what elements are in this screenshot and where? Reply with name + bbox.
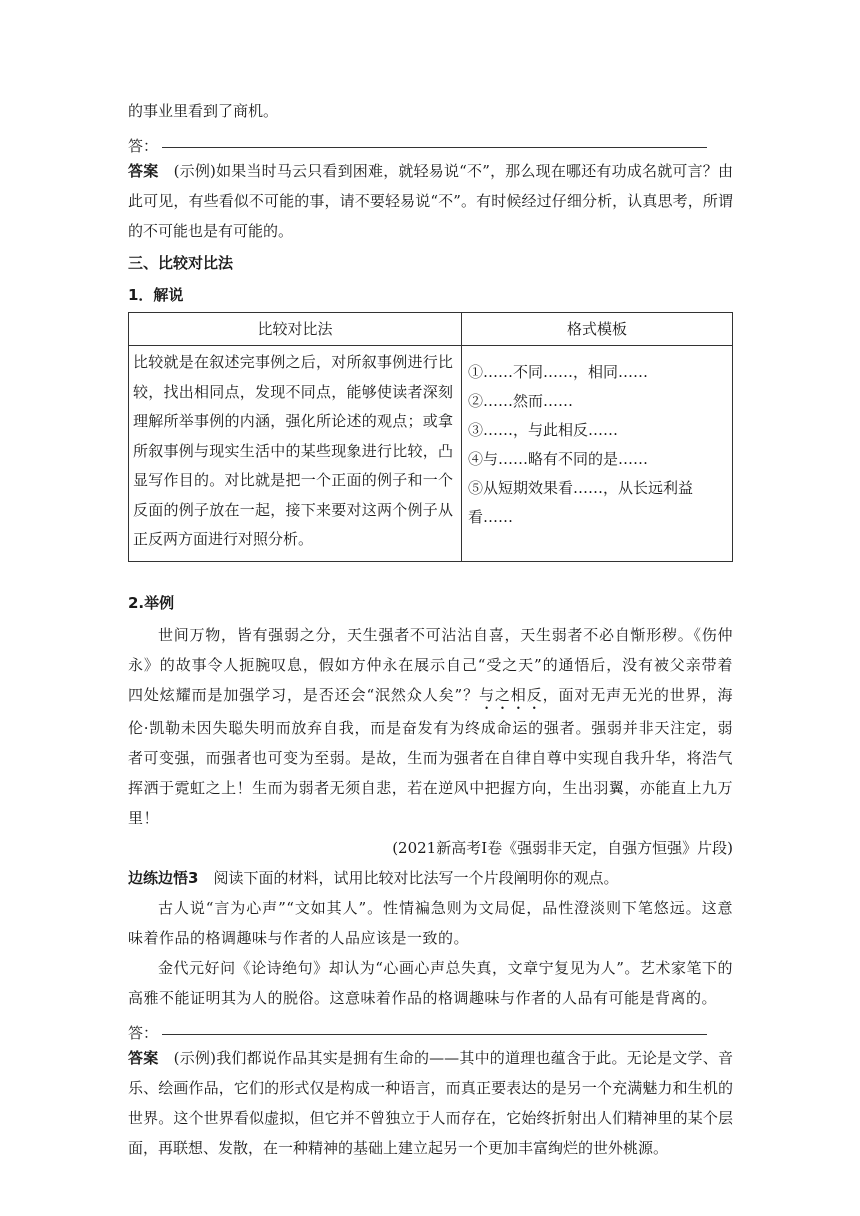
- table-header-method: 比较对比法: [129, 313, 462, 346]
- template-item: ①……不同……，相同……: [468, 363, 649, 381]
- practice-prompt: [128, 863, 733, 893]
- answer-text: (示例)如果当时马云只看到困难，就轻易说“不”，那么现在哪还有功成名就可言？由此可见，有些看似不可能的事，请不要轻易说“不”。有时候经过仔细分析，认真思考，所谓的不可能也是有可能的。: [128, 162, 733, 240]
- material-paragraph-2: 金代元好问《论诗绝句》却认为“心画心声总失真，文章宁复见为人”。艺术家笔下的高雅不能证明其为人的脱俗。这意味着作品的格调趣味与作者的人品有可能是背离的。: [128, 958, 733, 1007]
- answer-block-2: [128, 1043, 733, 1163]
- answer-line-1: [128, 126, 733, 156]
- answer-blank: [162, 147, 707, 148]
- template-item: ④与……略有不同的是……: [468, 450, 649, 468]
- answer-blank: [162, 1034, 707, 1035]
- template-item: ⑤从短期效果看……，从长远利益看……: [468, 479, 694, 526]
- example-source: (2021新高考Ⅰ卷《强弱非天定，自强方恒强》片段): [392, 838, 733, 857]
- answer-label: 答案: [128, 1048, 159, 1067]
- example-paragraph: [128, 620, 733, 833]
- answer-prefix: 答：: [128, 1023, 159, 1042]
- answer-label: 答案: [128, 162, 159, 180]
- document-page: [128, 96, 733, 1163]
- answer-prefix: 答：: [128, 137, 159, 155]
- table-header-template: 格式模板: [462, 313, 733, 346]
- example-text-2: ，面对无声无光的世界，海伦·凯勒未因失聪失明而放弃自我，而是奋发有为终成命运的强者。强弱并非天注定，弱者可变强，而强者也可变为至弱。是故，生而为强者在自律自尊中实现自我升华，将浩气挥洒于霓虹之上！生而为弱者无须自悲，若在逆风中把握方向，生出羽翼，亦能直上九万里！: [128, 685, 733, 827]
- practice-label: 边练边悟3: [128, 868, 199, 887]
- answer-line-2: [128, 1013, 733, 1043]
- template-item: ②……然而……: [468, 392, 574, 410]
- section-title: 三、比较对比法: [128, 254, 234, 272]
- emphasis-phrase: 与之相反: [479, 685, 543, 704]
- material-paragraph-1: 古人说“言为心声”“文如其人”。性情褊急则为文局促，品性澄淡则下笔悠远。这意味着作品的格调趣味与作者的人品应该是一致的。: [128, 898, 733, 947]
- template-list: [462, 346, 733, 562]
- method-description: 比较就是在叙述完事例之后，对所叙事例进行比较，找出相同点，发现不同点，能够使读者深刻理解所举事例的内涵，强化所论述的观点；或拿所叙事例与现实生活中的某些现象进行比较，凸显写作目的。对比就是把一个正面的例子和一个反面的例子放在一起，接下来要对这两个例子从正反两方面进行对照分析。: [129, 346, 462, 562]
- subsection-title-example: 2.举例: [128, 593, 175, 612]
- method-table: [128, 312, 733, 562]
- subsection-title-explain: 1．解说: [128, 286, 184, 304]
- answer-block-1: [128, 156, 733, 246]
- continuation-line: 的事业里看到了商机。: [128, 102, 279, 120]
- example-text-1: 世间万物，皆有强弱之分，天生强者不可沾沾自喜，天生弱者不必自惭形秽。《伤仲永》的故事令人扼腕叹息，假如方仲永在展示自己“受之天”的通悟后，没有被父亲带着四处炫耀而是加强学习，是否还会“泯然众人矣”？: [128, 625, 733, 704]
- template-item: ③……，与此相反……: [468, 421, 619, 439]
- answer-text: (示例)我们都说作品其实是拥有生命的——其中的道理也蕴含于此。无论是文学、音乐、绘画作品，它们的形式仅是构成一种语言，而真正要表达的是另一个充满魅力和生机的世界。这个世界看似虚拟，但它并不曾独立于人而存在，它始终折射出人们精神里的某个层面，再联想、发散，在一种精神的基础上建立起另一个更加丰富绚烂的世外桃源。: [128, 1048, 733, 1157]
- practice-instruction: 阅读下面的材料，试用比较对比法写一个片段阐明你的观点。: [213, 868, 619, 887]
